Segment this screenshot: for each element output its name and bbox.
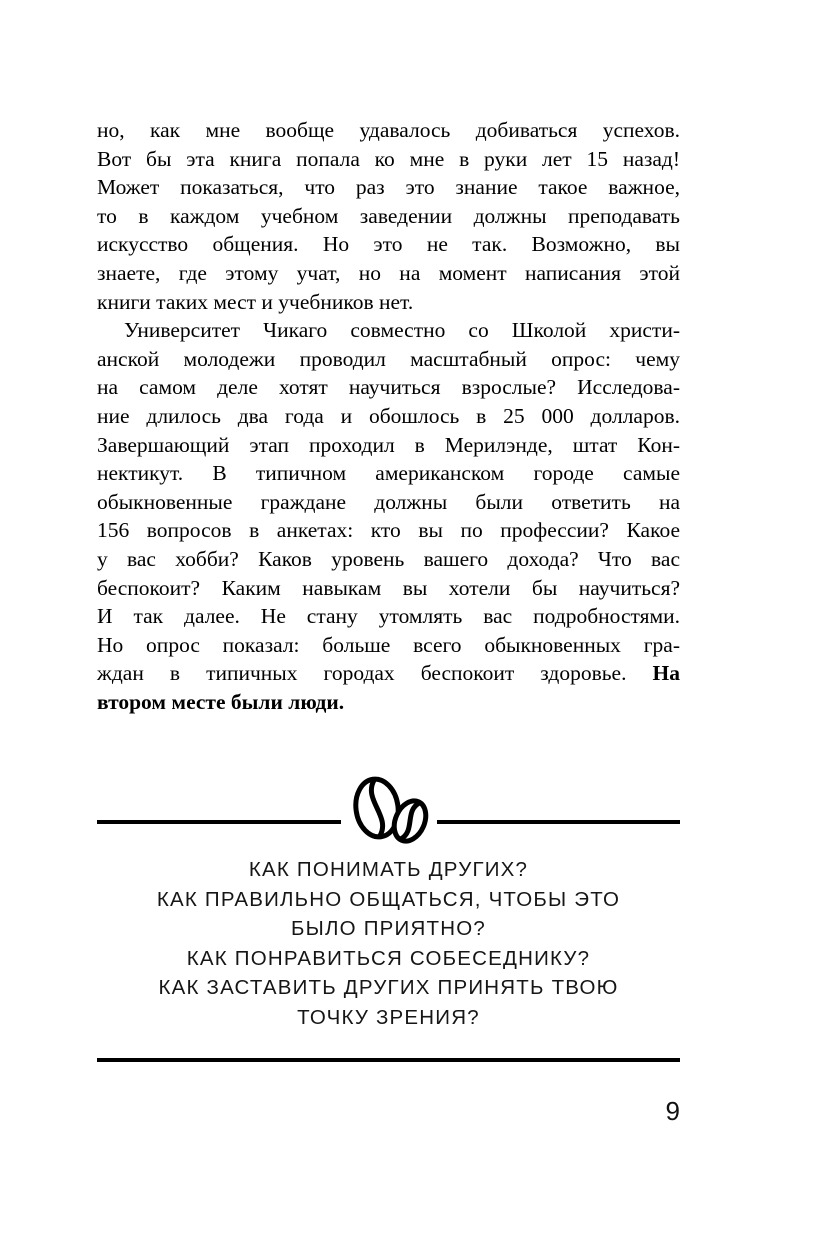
text-line: нектикут. В типичном американском городе самые bbox=[97, 461, 680, 486]
paragraph bbox=[97, 316, 680, 716]
text-line: Завершающий этап проходил в Мерилэнде, штат Кон- bbox=[97, 432, 680, 457]
text-line: Но опрос показал: больше всего обыкновенных гра- bbox=[97, 632, 680, 657]
text-line: обыкновенные граждане должны были ответить на bbox=[97, 489, 680, 514]
text-line: беспокоит? Каким навыкам вы хотели бы научиться? bbox=[97, 575, 680, 600]
text-line: Может показаться, что раз это знание такое важное, bbox=[97, 175, 680, 200]
text-line: знаете, где этому учат, но на момент написания этой bbox=[97, 260, 680, 285]
question-line: КАК ПОНИМАТЬ ДРУГИХ? bbox=[248, 858, 529, 881]
text-line: искусство общения. Но это не так. Возможно, вы bbox=[97, 232, 680, 257]
text-line: на самом деле хотят научиться взрослые? Исследова- bbox=[97, 375, 680, 400]
chapter-questions bbox=[97, 855, 680, 1033]
body-text bbox=[97, 116, 680, 716]
divider-line-left bbox=[97, 820, 341, 824]
question-line: КАК ПОНРАВИТЬСЯ СОБЕСЕДНИКУ? bbox=[186, 946, 591, 970]
text-line: И так далее. Не стану утомлять вас подробностями. bbox=[97, 604, 680, 629]
text-line: то в каждом учебном заведении должны преподавать bbox=[97, 203, 680, 228]
footer-rule bbox=[97, 1058, 680, 1062]
text-line: Вот бы эта книга попала ко мне в руки лет 15 назад! bbox=[97, 146, 680, 171]
question-line: ТОЧКУ ЗРЕНИЯ? bbox=[297, 1005, 480, 1029]
text-line: анской молодежи проводил масштабный опрос: чему bbox=[97, 346, 680, 371]
question-line: БЫЛО ПРИЯТНО? bbox=[291, 917, 486, 941]
section-divider bbox=[97, 774, 680, 846]
text-line: ние длилось два года и обошлось в 25 000 долларов. bbox=[97, 403, 680, 428]
text-line: втором месте были люди. bbox=[97, 689, 345, 714]
paragraph bbox=[97, 116, 680, 316]
text-line: Университет Чикаго совместно со Школой христи- bbox=[124, 318, 680, 343]
page-number: 9 bbox=[665, 1096, 680, 1126]
text-line: у вас хобби? Каков уровень вашего дохода? Что вас bbox=[97, 546, 680, 571]
question-line: КАК ПРАВИЛЬНО ОБЩАТЬСЯ, ЧТОБЫ ЭТО bbox=[156, 887, 621, 911]
question-line: КАК ЗАСТАВИТЬ ДРУГИХ ПРИНЯТЬ ТВОЮ bbox=[158, 976, 619, 1000]
text-line: книги таких мест и учебников нет. bbox=[97, 289, 414, 314]
text-line: но, как мне вообще удавалось добиваться успехов. bbox=[97, 118, 680, 142]
text-line: ждан в типичных городах беспокоит здоровье. На bbox=[97, 661, 680, 686]
text-line: 156 вопросов в анкетах: кто вы по профессии? Какое bbox=[97, 518, 680, 543]
coffee-beans-icon bbox=[346, 774, 432, 844]
divider-line-right bbox=[437, 820, 681, 824]
